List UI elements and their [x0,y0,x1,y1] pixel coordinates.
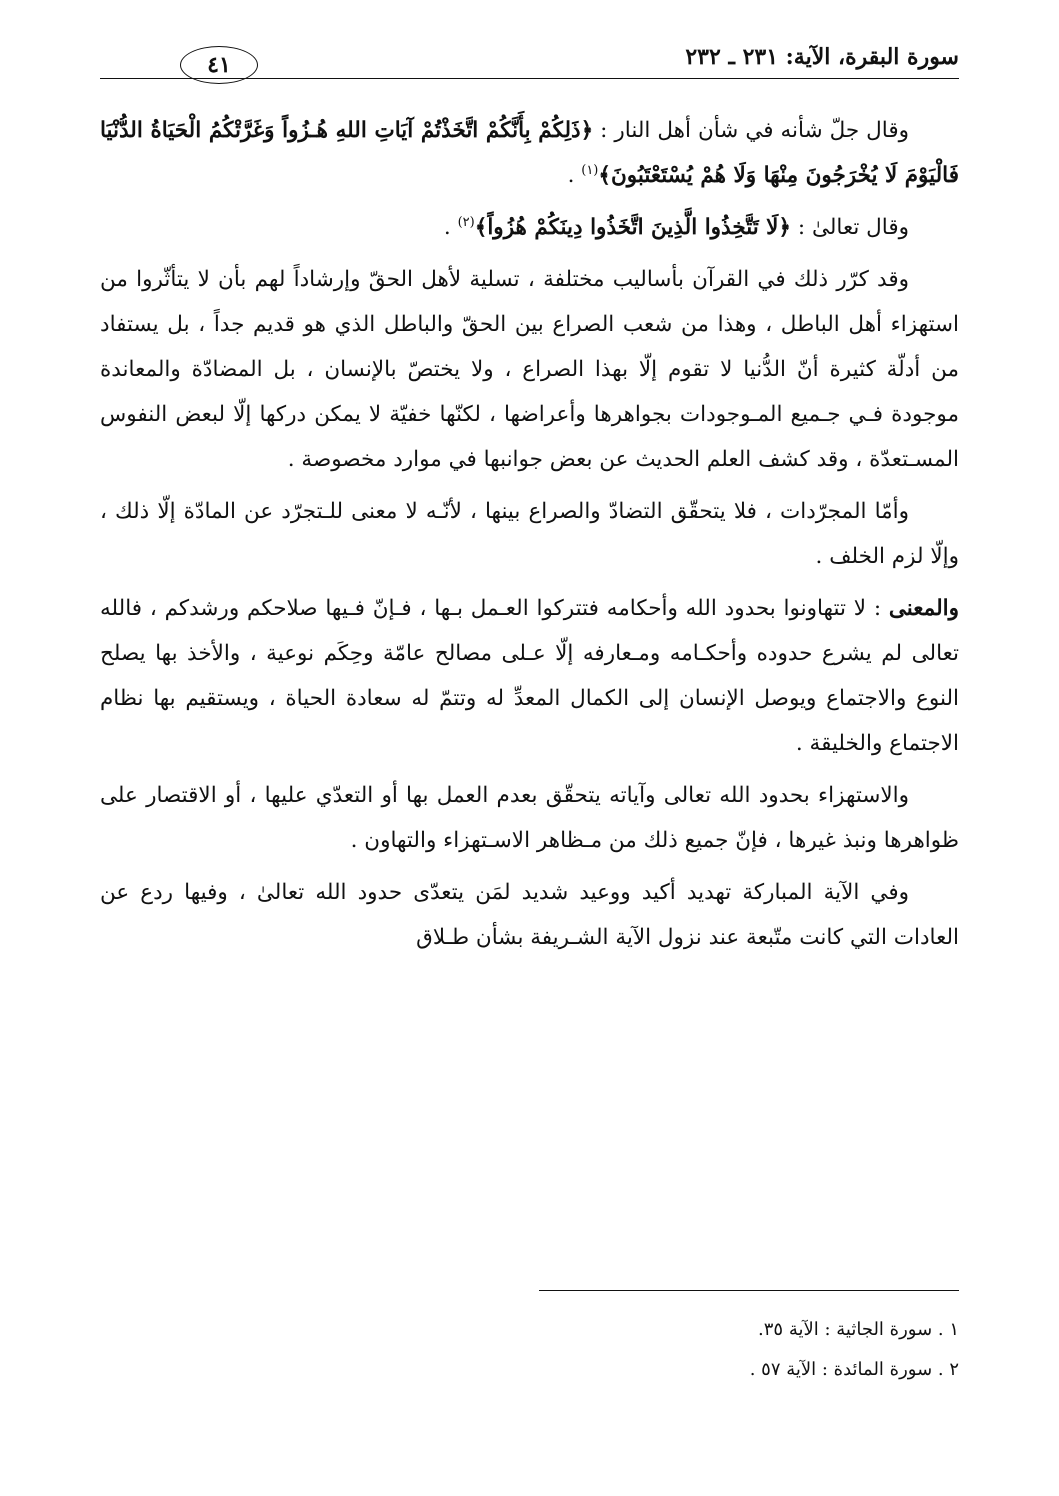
footnote-ref-1: (١) [581,162,599,178]
footnote-ref-2: (٢) [457,214,475,230]
paragraph-1 [100,108,959,198]
footnote-2: ٢ . سورة المائدة : الآية ٥٧ . [749,1359,959,1380]
paragraph-5-text: : لا تتهاونوا بحدود الله وأحكامه فتتركوا العـمل بـها ، فـإنّ فـيها صلاحكم ورشدكم ، فالله تعالى لم يشرع حدوده وأحكـامه ومـعارفه إلّا عـلى مصالح عامّة وحِكَم نوعية ، والأخذ بها يصلح النوع والاجتماع ويوصل الإنسان إلى الكمال المعدِّ له وتتمّ له سعادة الحياة ، ويستقيم بها نظام الاجتماع والخليقة . [100,596,959,756]
footnote-divider [539,1290,959,1291]
body-text [100,108,959,967]
paragraph-4: وأمّا المجرّدات ، فلا يتحقّق التضادّ والصراع بينها ، لأنّـه لا معنى للـتجرّد عن المادّة إلّا ذلك ، وإلّا لزم الخلف . [100,499,959,569]
footnote-1: ١ . سورة الجاثية : الآية ٣٥. [758,1319,959,1340]
paragraph-2-lead: وقال تعالىٰ : [791,215,909,240]
paragraph-5 [100,586,959,766]
paragraph-2 [100,205,959,250]
header-divider [100,78,959,79]
paragraph-1-end: . [567,163,582,188]
paragraph-5-lead: والمعنى [888,596,959,621]
page-number: ٤١ [180,46,258,84]
paragraph-1-lead: وقال جلّ شأنه في شأن أهل النار : [593,118,909,143]
paragraph-6: والاستهزاء بحدود الله تعالى وآياته يتحقّق بعدم العمل بها أو التعدّي عليها ، أو الاقتصار على ظواهرها ونبذ غيرها ، فإنّ جميع ذلك من مـظاهر الاسـتهزاء والتهاون . [100,783,959,853]
paragraph-7: وفي الآية المباركة تهديد أكيد ووعيد شديد لمَن يتعدّى حدود الله تعالىٰ ، وفيها ردع عن العادات التي كانت متّبعة عند نزول الآية الشـريفة بشأن طـلاق [100,880,959,950]
running-header-title: سورة البقرة، الآية: ٢٣١ ـ ٢٣٢ [685,44,959,70]
quran-verse-1: ﴿ذَلِكُمْ بِأَنَّكُمْ اتَّخَذْتُمْ آيَاتِ اللهِ هُـزُواً وَغَرَّتْكُمُ الْحَيَاةُ الدُّنْيَا فَالْيَوْمَ لَا يُخْرَجُونَ مِنْهَا وَلَا هُمْ يُسْتَعْتَبُونَ﴾ [100,118,959,188]
footnotes [359,1310,959,1390]
paragraph-3: وقد كرّر ذلك في القرآن بأساليب مختلفة ، تسلية لأهل الحقّ وإرشاداً لهم بأن لا يتأثّروا من استهزاء أهل الباطل ، وهذا من شعب الصراع بين الحقّ والباطل الذي هو قديم جداً ، بل يستفاد من أدلّة كثيرة أنّ الدُّنيا لا تقوم إلّا بهذا الصراع ، ولا يختصّ بالإنسان ، بل المضادّة والمعاندة موجودة فـي جـميع المـوجودات بجواهرها وأعراضها ، لكنّها خفيّة لا يمكن دركها إلّا لبعض النفوس المسـتعدّة ، وقد كشف العلم الحديث عن بعض جوانبها في موارد مخصوصة . [100,267,959,472]
quran-verse-2: ﴿لَا تَتَّخِذُوا الَّذِينَ اتَّخَذُوا دِينَكُمْ هُزُواً﴾ [474,215,792,240]
paragraph-2-end: . [443,215,458,240]
